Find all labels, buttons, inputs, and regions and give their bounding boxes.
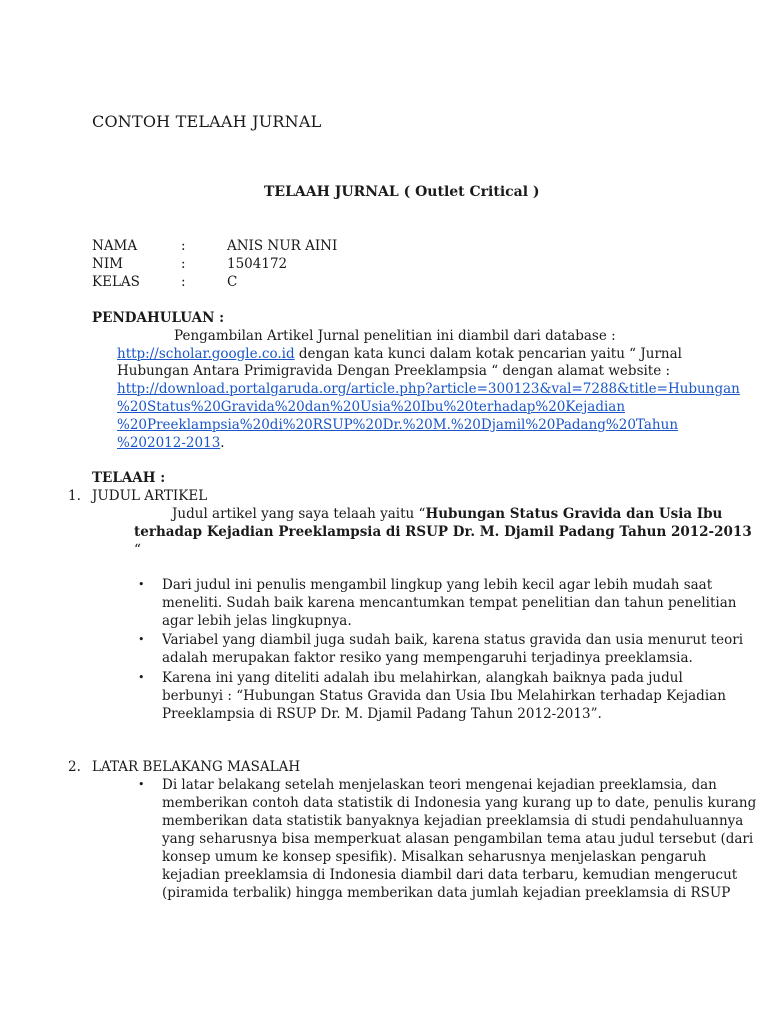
url-line-2 (117, 398, 625, 416)
identity-sep: : (181, 238, 186, 254)
bullet-icon: • (138, 633, 145, 646)
garuda-link-part-3[interactable]: %20Preeklampsia%20di%20RSUP%20Dr.%20M.%20Djamil%20Padang%20Tahun (117, 417, 679, 433)
intro-line-3: Hubungan Antara Primigravida Dengan Preeklampsia “ dengan alamat website : (117, 363, 671, 379)
article-title-part-1: Hubungan Status Gravida dan Usia Ibu (425, 506, 723, 522)
bg-line-7: (piramida terbalik) hingga memberikan data jumlah kejadian preeklamsia di RSUP (162, 885, 731, 901)
article-title-part-2: terhadap Kejadian Preeklampsia di RSUP Dr. M. Djamil Padang Tahun 2012-2013 (134, 524, 752, 540)
bullet-2-line-1: Variabel yang diambil juga sudah baik, karena status gravida dan usia menurut teori (162, 632, 744, 648)
bullet-3-line-3: Preeklampsia di RSUP Dr. M. Djamil Padang Tahun 2012-2013”. (162, 706, 602, 722)
intro-line-1: Pengambilan Artikel Jurnal penelitian ini diambil dari database : (174, 328, 616, 344)
telaah-heading: TELAAH : (92, 470, 166, 486)
section-1-number: 1. (68, 488, 81, 504)
section-2-number: 2. (68, 759, 81, 775)
bg-line-2: memberikan contoh data statistik di Indonesia yang kurang up to date, penulis kurang (162, 795, 757, 811)
garuda-link-part-2[interactable]: %20Status%20Gravida%20dan%20Usia%20Ibu%20terhadap%20Kejadian (117, 399, 626, 415)
identity-label-nama: NAMA (92, 238, 138, 254)
bullet-3-line-1: Karena ini yang diteliti adalah ibu melahirkan, alangkah baiknya pada judul (162, 670, 683, 686)
url-line-1 (117, 380, 740, 398)
identity-value-kelas: C (227, 274, 238, 290)
identity-sep: : (181, 274, 186, 290)
article-title-quote-end: “ (134, 542, 141, 558)
section-1-lead (172, 505, 722, 523)
bg-line-6: kejadian preeklamsia di Indonesia diambil dari data terbaru, kemudian mengerucut (162, 867, 738, 883)
identity-label-kelas: KELAS (92, 274, 140, 290)
identity-value-nim: 1504172 (227, 256, 288, 272)
bg-line-4: yang seharusnya bisa memperkuat alasan pengambilan tema atau judul tersebut (dari (162, 831, 754, 847)
identity-label-nim: NIM (92, 256, 123, 272)
url-end: . (220, 435, 225, 451)
bullet-3-line-2: berbunyi : “Hubungan Status Gravida dan Usia Ibu Melahirkan terhadap Kejadian (162, 688, 726, 704)
garuda-link-part-1[interactable]: http://download.portalgaruda.org/article.php?article=300123&val=7288&title=Hubungan (117, 381, 740, 397)
intro-heading: PENDAHULUAN : (92, 310, 225, 326)
section-1-title: JUDUL ARTIKEL (92, 488, 208, 504)
scholar-link[interactable]: http://scholar.google.co.id (117, 346, 295, 362)
intro-line-2-text: dengan kata kunci dalam kotak pencarian yaitu “ Jurnal (294, 346, 682, 362)
bullet-2-line-2: adalah merupakan faktor resiko yang mempengaruhi terjadinya preeklamsia. (162, 650, 693, 666)
bullet-icon: • (138, 671, 145, 684)
bg-line-3: memberikan data statistik banyaknya kejadian preeklamsia di studi pendahuluannya (162, 813, 744, 829)
identity-value-nama: ANIS NUR AINI (227, 238, 338, 254)
bullet-1-line-1: Dari judul ini penulis mengambil lingkup yang lebih kecil agar lebih mudah saat (162, 577, 713, 593)
intro-line-2 (117, 345, 682, 363)
bullet-icon: • (138, 578, 145, 591)
sub-title (264, 183, 540, 201)
garuda-link-part-4[interactable]: %202012-2013 (117, 435, 221, 451)
bullet-icon: • (138, 778, 145, 791)
url-line-3 (117, 416, 678, 434)
section-2-title: LATAR BELAKANG MASALAH (92, 759, 301, 775)
main-title: CONTOH TELAAH JURNAL (92, 112, 322, 131)
bullet-1-line-3: agar lebih jelas lingkupnya. (162, 613, 352, 629)
bullet-1-line-2: meneliti. Sudah baik karena mencantumkan tempat penelitian dan tahun penelitian (162, 595, 737, 611)
identity-sep: : (181, 256, 186, 272)
sub-title-text: TELAAH JURNAL ( Outlet Critical ) (264, 184, 540, 200)
url-line-4 (117, 434, 225, 452)
section-1-lead-text: Judul artikel yang saya telaah yaitu “ (172, 506, 426, 522)
bg-line-5: konsep umum ke konsep spesifik). Misalkan seharusnya menjelaskan pengaruh (162, 849, 707, 865)
bg-line-1: Di latar belakang setelah menjelaskan teori mengenai kejadian preeklamsia, dan (162, 777, 717, 793)
